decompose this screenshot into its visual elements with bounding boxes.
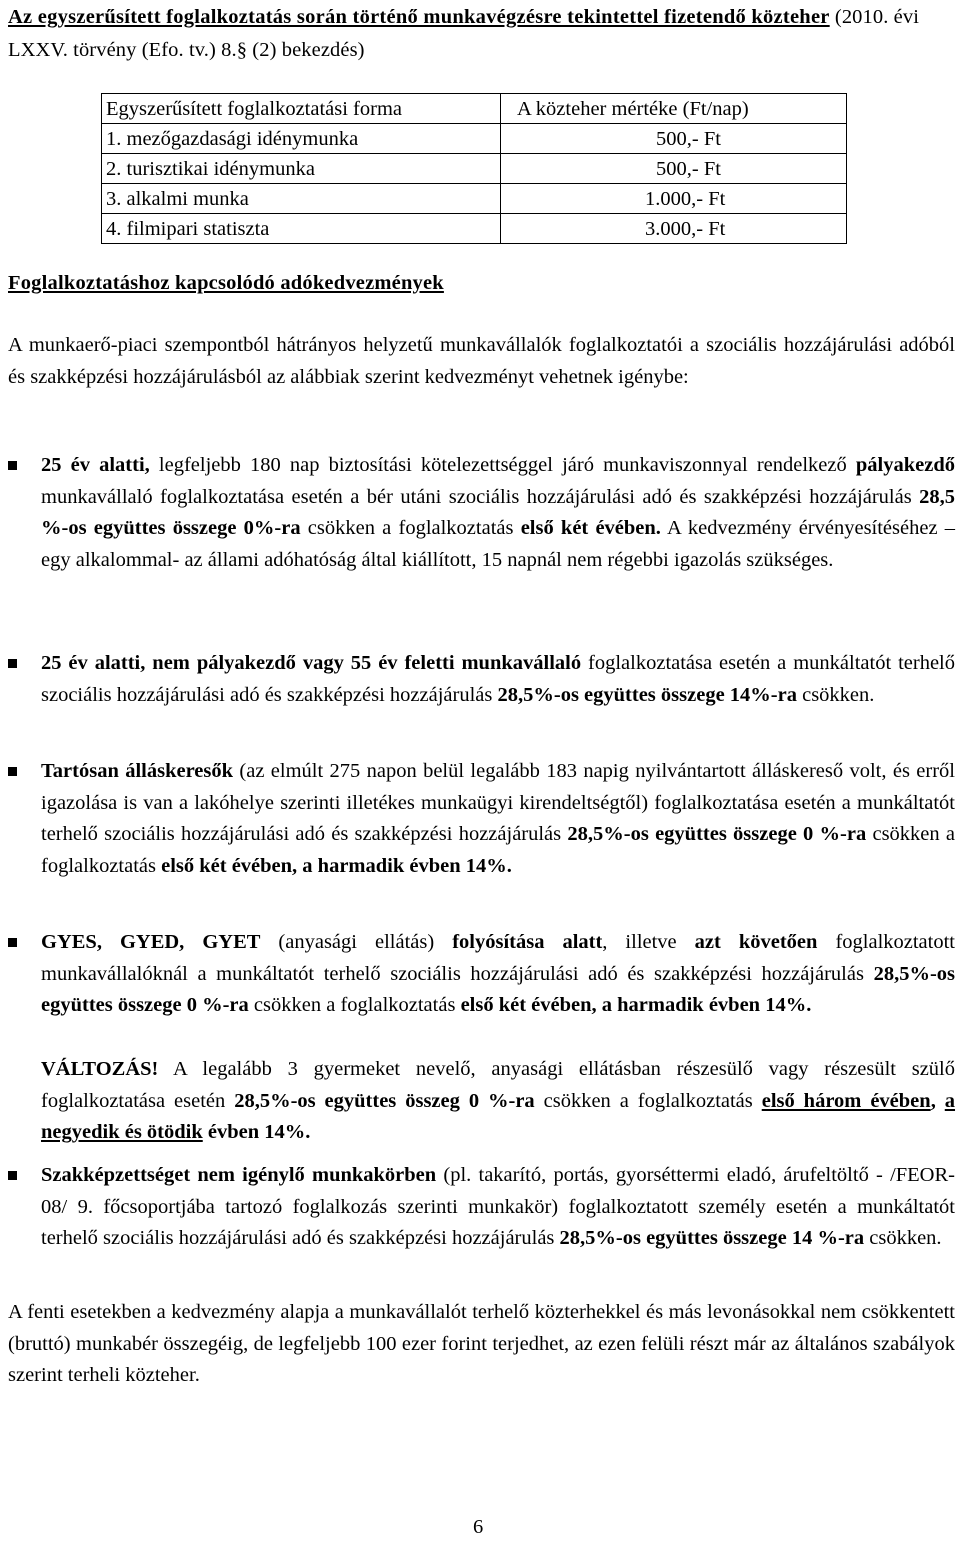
section-title: Foglalkoztatáshoz kapcsolódó adókedvezmények [8, 272, 444, 294]
text-run: foglalkoztatott munkavállalóknál a munkáltatót terhelő szociális hozzájárulási adó és szakképzési hozzájárulás [41, 931, 955, 985]
text-run: legfeljebb 180 nap biztosítási kötelezettséggel járó munkaviszonnyal rendelkező [149, 454, 856, 476]
heading-reference: (2010. évi LXXV. törvény (Efo. tv.) 8.§ (2) bekezdés) [8, 6, 920, 61]
table-cell-form: 4. filmipari statiszta [102, 214, 501, 244]
table-cell-amount: 500,- Ft [501, 124, 847, 154]
table-header-row [102, 94, 847, 124]
bold-text-run: első három évében [761, 1089, 931, 1112]
document-heading [8, 1, 956, 67]
bold-text-run: 28,5 %-os együttes összege 0%-ra [41, 485, 955, 539]
table-header-form: Egyszerűsített foglalkoztatási forma [102, 94, 501, 124]
bullet-text [41, 756, 955, 882]
text-run: csökken. [796, 683, 875, 706]
page-number: 6 [473, 1516, 484, 1538]
bold-text-run: első két évében, a harmadik évben 14%. [460, 994, 812, 1016]
text-run: (az elmúlt 275 napon belül legalább 183 napig nyilvántartott álláskereső volt, és erről igazolása is van a lakóhelye szerinti illetékes munkaügyi kirendeltségtől) foglalkoztatása esetén a munkáltatót terhelő szociális hozzájárulási adó és szakképzési hozzájárulás [41, 760, 955, 845]
text-run: (pl. takarító, portás, gyorséttermi eladó, árufeltöltő - /FEOR-08/ 9. főcsoportjába tartozó foglalkozás szerinti munkakör) foglalkoztatott személy esetén a munkáltatót terhelő szociális hozzájárulási adó és szakképzési hozzájárulás [41, 1164, 955, 1249]
bold-text-run: azt követően [694, 931, 818, 953]
closing-paragraph: A fenti esetekben a kedvezmény alapja a munkavállalót terhelő közterhekkel és más levonásokkal nem csökkentett (bruttó) munkabér összegéig, de legfeljebb 100 ezer forint terjedhet, az ezen felüli részt már az általános szabályok szerint terheli közteher. [8, 1301, 955, 1386]
table-header-amount: A közteher mértéke (Ft/nap) [501, 94, 847, 124]
bold-text-run: pályakezdő [855, 454, 955, 476]
text-run: , illetve [602, 931, 695, 953]
bullet-text [41, 450, 955, 576]
table-row [102, 184, 847, 214]
bold-text-run: Tartósan álláskeresők [41, 760, 234, 782]
heading-bold: Az egyszerűsített foglalkoztatás során történő munkavégzésre tekintettel fizetendő közteher [8, 6, 830, 28]
bullet-text [41, 927, 955, 1022]
square-bullet-icon [8, 767, 17, 776]
square-bullet-icon [8, 659, 17, 668]
bold-text-run: a negyedik és ötödik [41, 1089, 956, 1143]
bold-text-run: 28,5%-os együttes összege 14%-ra [497, 683, 797, 706]
square-bullet-icon [8, 461, 17, 470]
bold-text-run: 28,5%-os együttes összege 0 %-ra [41, 962, 955, 1016]
bold-text-run: Szakképzettséget nem igénylő munkakörben [41, 1164, 437, 1186]
bold-text-run: GYES, GYED, GYET [41, 931, 261, 953]
change-note [41, 1054, 955, 1149]
table-cell-form: 1. mezőgazdasági idénymunka [102, 124, 501, 154]
square-bullet-icon [8, 938, 17, 947]
text-run: csökken a foglalkoztatás [41, 823, 955, 877]
bullet-text [41, 1160, 955, 1255]
text-run: csökken. [864, 1227, 942, 1249]
text-run: A legalább 3 gyermeket nevelő, anyasági ellátásban részesülő vagy részesült szülő foglalkoztatása esetén [41, 1058, 955, 1112]
bold-text-run: folyósítása alatt [452, 931, 603, 953]
table-row [102, 124, 847, 154]
text-run: (anyasági ellátás) [260, 931, 453, 953]
bold-text-run: évben 14%. [202, 1121, 311, 1143]
bold-text-run: első két évében, a harmadik évben 14%. [161, 854, 512, 877]
bold-text-run: 28,5%-os együttes összeg 0 %-ra [234, 1089, 535, 1112]
bold-text-run: 25 év alatti, nem pályakezdő vagy 55 év feletti munkavállaló [41, 652, 582, 674]
table-row [102, 154, 847, 184]
bullet-text [41, 648, 955, 711]
intro-paragraph: A munkaerő-piaci szempontból hátrányos helyzetű munkavállalók foglalkoztatói a szociális hozzájárulási adóból és szakképzési hozzájárulásból az alábbiak szerint kedvezményt vehetnek igénybe: [8, 334, 955, 388]
text-run: csökken a foglalkoztatás [248, 994, 461, 1016]
bold-text-run: , [930, 1089, 945, 1112]
text-run: foglalkoztatása esetén a munkáltatót terhelő szociális hozzájárulási adó és szakképzési hozzájárulás [41, 652, 955, 706]
table-cell-amount: 500,- Ft [501, 154, 847, 184]
text-run: csökken a foglalkoztatás [300, 517, 521, 539]
rate-table [101, 93, 847, 244]
table-cell-form: 3. alkalmi munka [102, 184, 501, 214]
square-bullet-icon [8, 1171, 17, 1180]
text-run: munkavállaló foglalkoztatása esetén a bér utáni szociális hozzájárulási adó és szakképzési hozzájárulás [41, 485, 920, 508]
bold-text-run: VÁLTOZÁS! [41, 1058, 159, 1080]
bold-text-run: 28,5%-os együttes összege 0 %-ra [567, 823, 867, 845]
bold-text-run: 25 év alatti, [41, 454, 150, 476]
table-cell-amount: 1.000,- Ft [501, 184, 847, 214]
table-cell-amount: 3.000,- Ft [501, 214, 847, 244]
text-run: csökken a foglalkoztatás [534, 1089, 762, 1112]
table-row [102, 214, 847, 244]
bold-text-run: első két évében. [520, 517, 661, 539]
bold-text-run: 28,5%-os együttes összege 14 %-ra [559, 1227, 865, 1249]
table-cell-form: 2. turisztikai idénymunka [102, 154, 501, 184]
text-run: A kedvezmény érvényesítéséhez – egy alkalommal- az állami adóhatóság által kiállított, 15 napnál nem régebbi igazolás szükséges. [41, 517, 956, 571]
